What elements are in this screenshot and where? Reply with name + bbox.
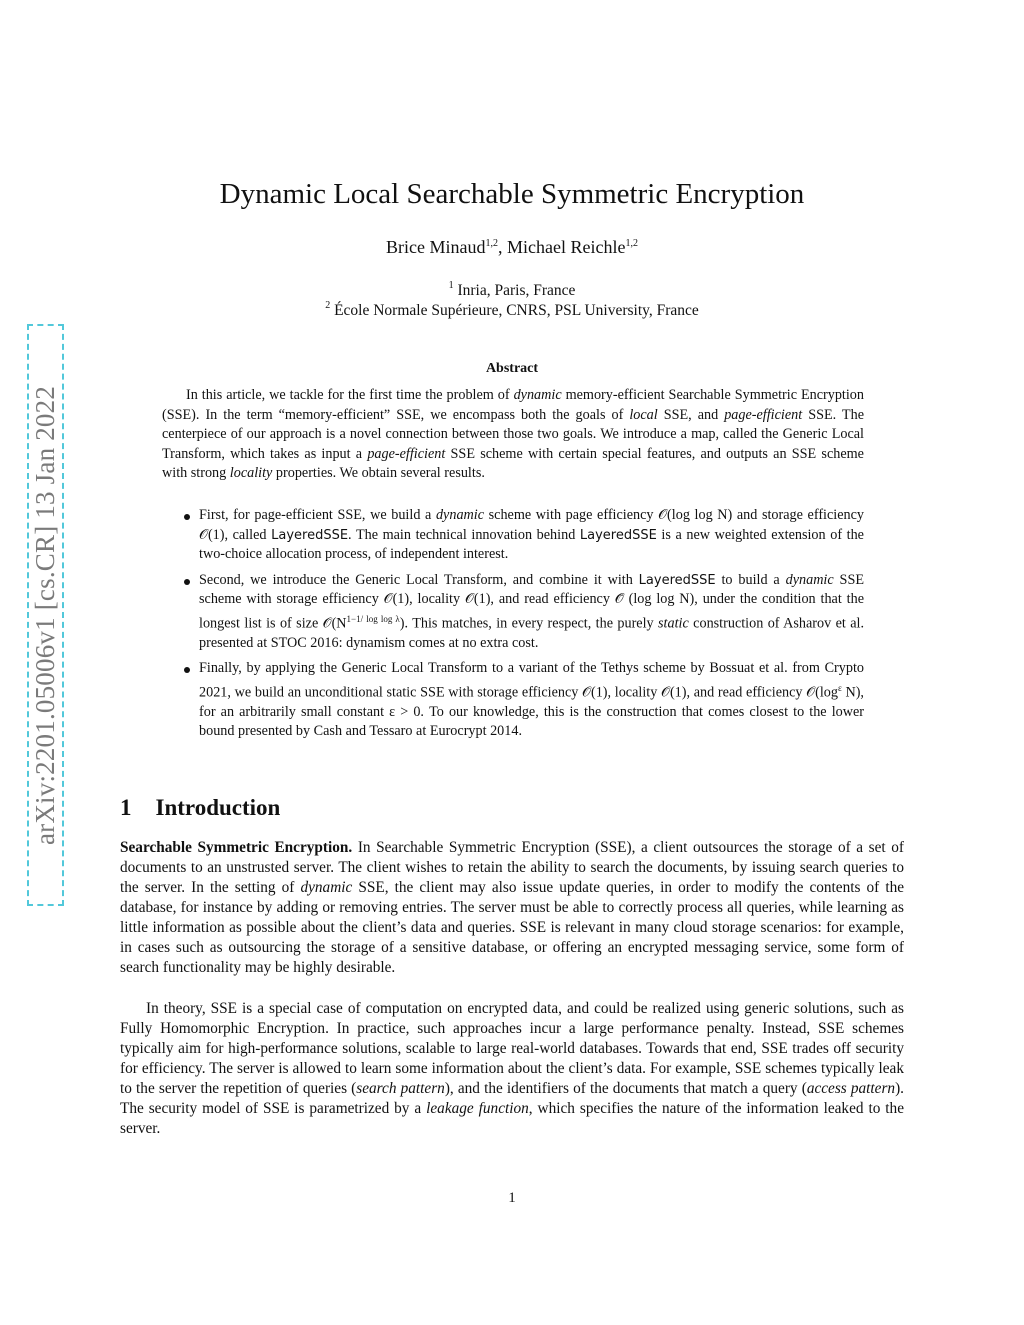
abstract-heading: Abstract [485, 361, 539, 376]
affiliation: $^2$ École Normale Supérieure, CNRS, PSL University, France [325, 300, 699, 319]
list-item: First, for page-efficient SSE, we build a dynamic scheme with page efficiency 𝒪(log log N) and storage efficiency 𝒪(1), called LayeredSSE. The main technical innovation behind LayeredSSE is a new weighted extension of the two-choice allocation process, of independent interest. [162, 506, 864, 565]
author-list: Brice Minaud$^{1,2}$, Michael Reichle$^{1,2}$ [386, 237, 638, 257]
section-heading [120, 795, 280, 821]
abstract-text: In this article, we tackle for the first time the problem of dynamic memory-efficient Searchable Symmetric Encryption (SSE). In the term “memory-efficient” SSE, we encompass both the goals of local SSE, and page-efficient SSE. The centerpiece of our approach is a novel connection between those two goals. We introduce a map, called the Generic Local Transform, which takes as input a page-efficient SSE scheme with certain special features, and outputs an SSE scheme with strong locality properties. We obtain several results. [162, 387, 864, 481]
paragraph-lead: Searchable Symmetric Encryption. [120, 839, 353, 856]
author-name: Michael Reichle [507, 237, 626, 257]
bullet-icon [184, 514, 190, 520]
bullet-icon [184, 579, 190, 585]
author-affiliation-marker: 1,2 [485, 238, 499, 249]
paper-title: Dynamic Local Searchable Symmetric Encryption [219, 178, 805, 210]
arxiv-stamp [27, 324, 64, 906]
affiliation: $^1$ Inria, Paris, France [448, 280, 576, 299]
section-title: Introduction [155, 795, 281, 820]
arxiv-stamp-text: arXiv:2201.05006v1 [cs.CR] 13 Jan 2022 [30, 385, 60, 845]
author-affiliation-marker: 1,2 [625, 238, 638, 249]
page-number: 1 [508, 1190, 516, 1206]
list-item: Second, we introduce the Generic Local Transform, and combine it with LayeredSSE to build a dynamic SSE scheme with storage efficiency 𝒪(1), locality 𝒪(1), and read efficiency 𝒪̃ (log log N), under the condition that the longest list is of size $𝒪(N^{1-1/ log log \lambda})$. This matches, in every respect, the purely static construction of Asharov et al. presented at STOC 2016: dynamism comes at no extra cost. [162, 571, 864, 654]
results-list [162, 506, 864, 748]
author-name: Brice Minaud [386, 237, 486, 257]
list-item: Finally, by applying the Generic Local Transform to a variant of the Tethys scheme by Bossuat et al. from Crypto 2021, we build an unconditional static SSE with storage efficiency 𝒪(1), locality 𝒪(1), and read efficiency $𝒪(\log^\varepsilon$ N), for an arbitrarily small constant ε > 0. To our knowledge, this is the construction that comes closest to the lower bound presented by Cash and Tessaro at Eurocrypt 2014. [162, 659, 864, 742]
section-number: 1 [120, 795, 132, 820]
bullet-icon [184, 667, 190, 673]
body-paragraph: Searchable Symmetric Encryption. In Searchable Symmetric Encryption (SSE), a client outsources the storage of a set of documents to an unstrusted server. The client wishes to retain the ability to search the documents, by issuing search queries to the server. In the setting of dynamic SSE, the client may also issue update queries, in order to modify the contents of the database, for instance by adding or removing entries. The server must be able to correctly process all queries, while learning as little information as possible about the client’s data and queries. SSE is relevant in many cloud storage scenarios: for example, in cases such as outsourcing the storage of a sensitive database, or offering an encrypted messaging service, some form of search functionality may be highly desirable. [120, 839, 905, 976]
body-paragraph: In theory, SSE is a special case of computation on encrypted data, and could be realized using generic solutions, such as Fully Homomorphic Encryption. In practice, such approaches incur a large performance penalty. Instead, SSE schemes typically aim for high-performance solutions, scalable to large real-world databases. Towards that end, SSE trades off security for efficiency. The server is allowed to learn some information about the client’s data. For example, SSE schemes typically leak to the server the repetition of queries (search pattern), and the identifiers of the documents that match a query (access pattern). The security model of SSE is parametrized by a leakage function, which specifies the nature of the information leaked to the server. [120, 1000, 904, 1137]
